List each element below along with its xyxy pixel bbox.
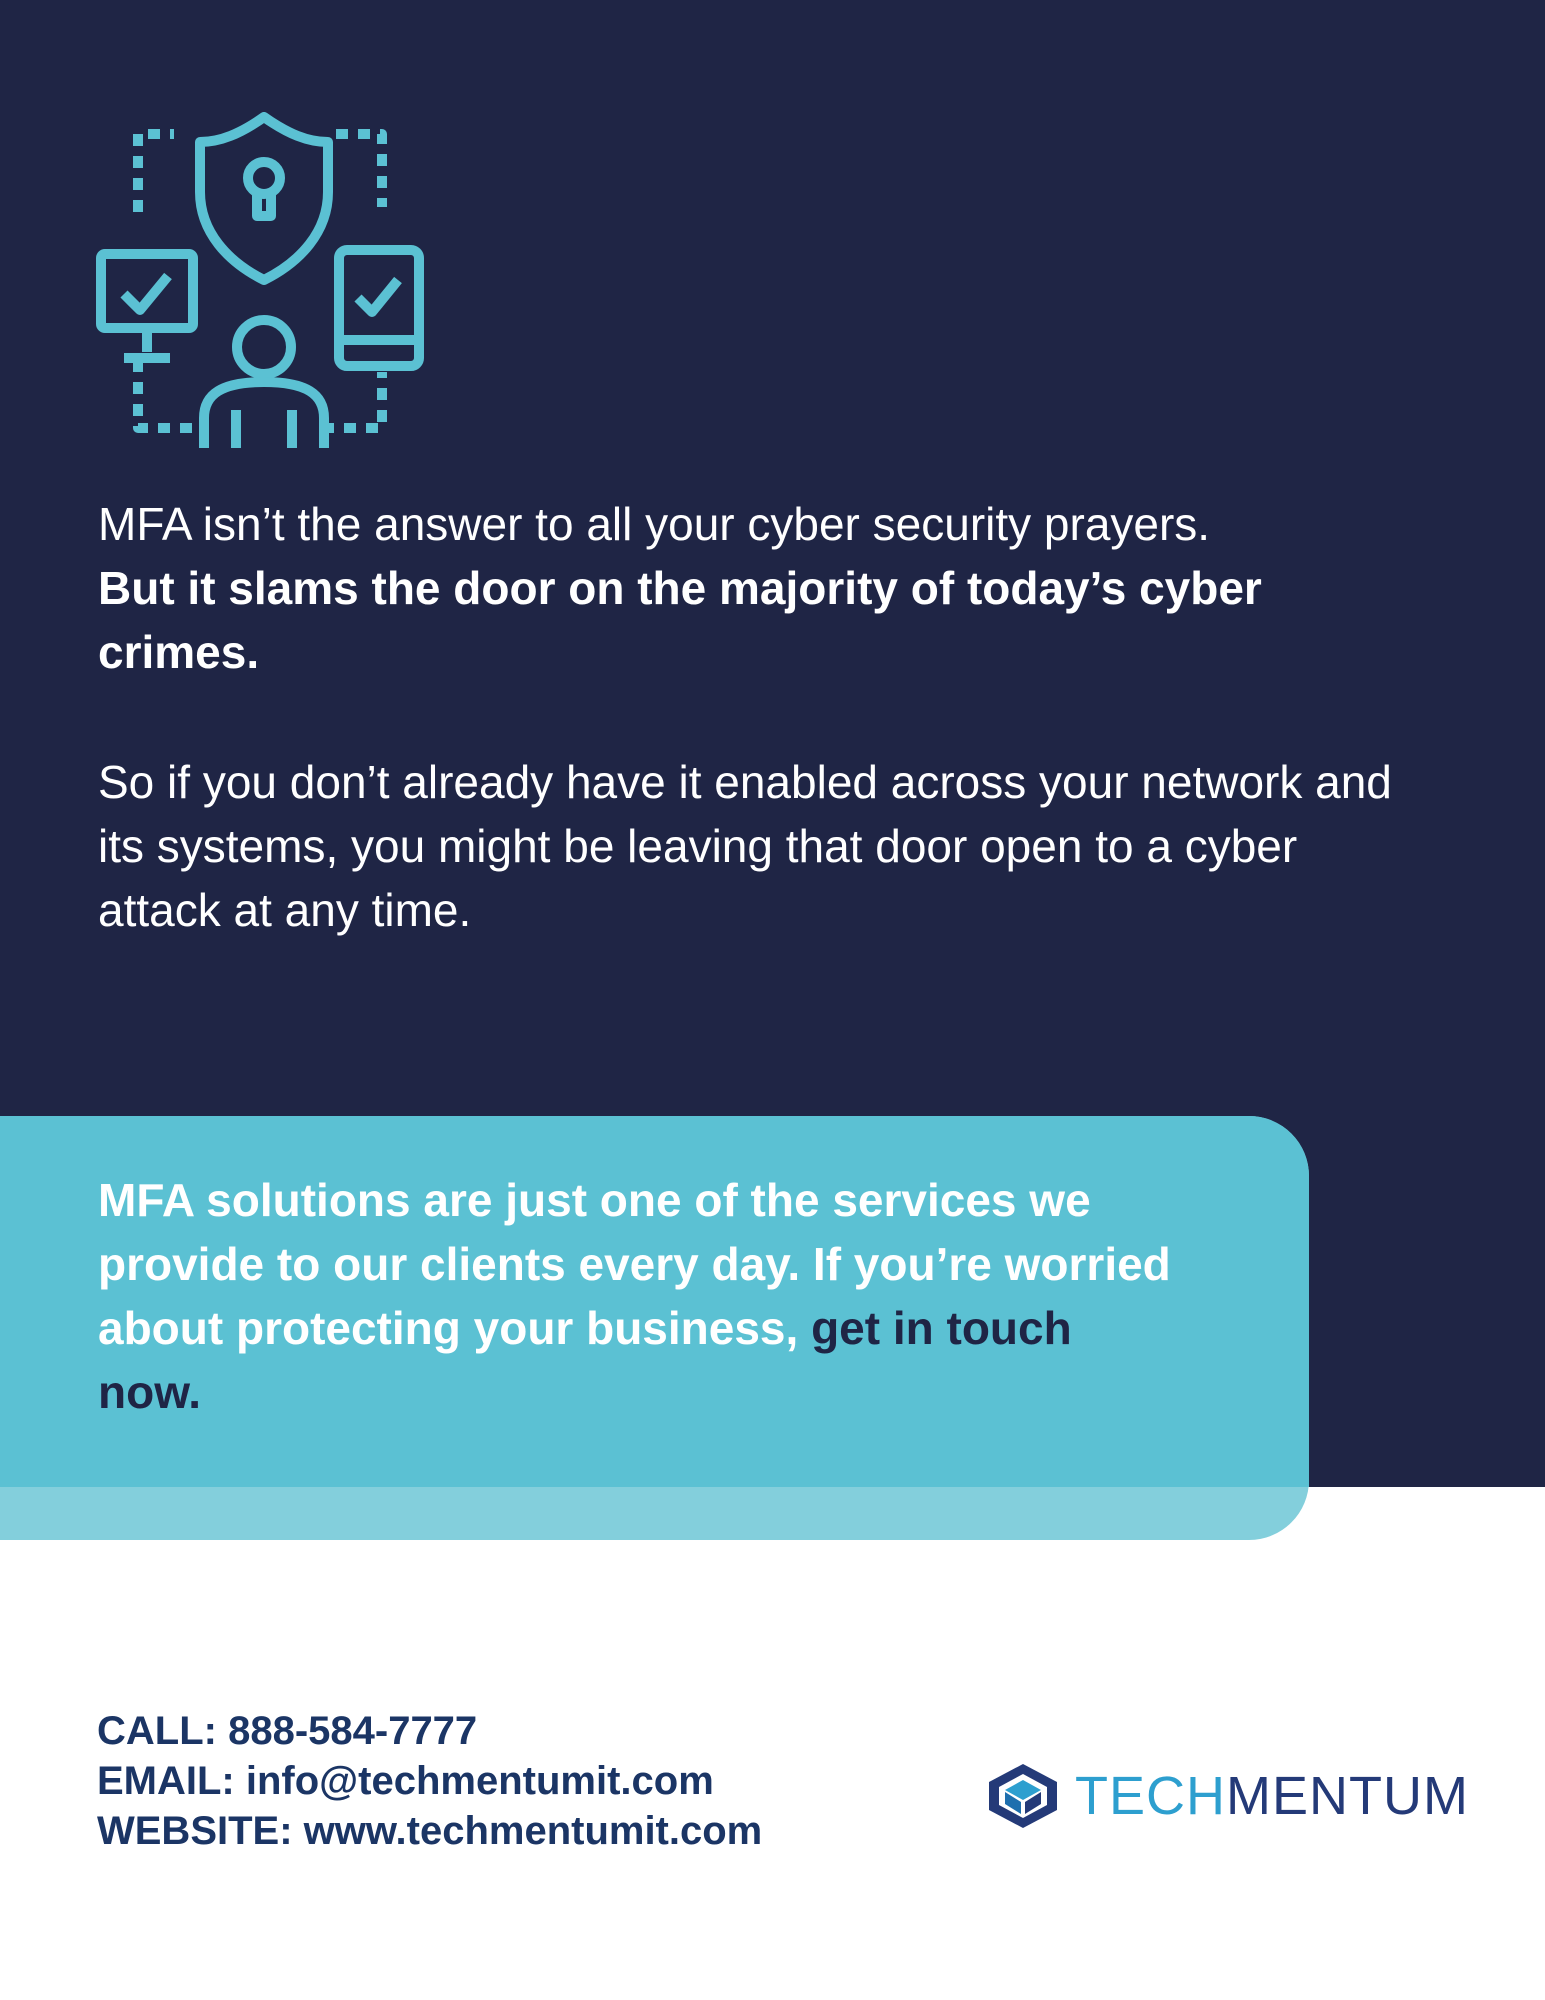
logo-word-tech: TECH <box>1075 1766 1226 1826</box>
intro-text <box>98 492 1398 684</box>
contact-email[interactable]: EMAIL: info@techmentumit.com <box>97 1759 714 1803</box>
callout-cta-link[interactable]: get in touch now. <box>98 1302 1072 1418</box>
contact-website[interactable]: WEBSITE: www.techmentumit.com <box>97 1809 763 1853</box>
intro-bold-line: But it slams the door on the majority of today’s cyber crimes. <box>98 562 1262 678</box>
techmentum-logo <box>985 1762 1469 1830</box>
logo-wordmark <box>1075 1765 1469 1827</box>
intro-light-line: MFA isn’t the answer to all your cyber security prayers. <box>98 498 1211 550</box>
mfa-security-icon <box>96 112 432 448</box>
contact-phone[interactable]: CALL: 888-584-7777 <box>97 1709 478 1753</box>
logo-word-mentum: MENTUM <box>1226 1766 1469 1826</box>
contact-block <box>97 1706 762 1856</box>
callout-body: MFA solutions are just one of the services we provide to our clients every day. If you’re worried about protecting your business, <box>98 1174 1171 1354</box>
techmentum-cube-icon <box>985 1762 1061 1830</box>
body-paragraph: So if you don’t already have it enabled across your network and its systems, you might be leaving that door open to a cyber attack at any time. <box>98 756 1392 936</box>
callout-text <box>98 1168 1178 1424</box>
